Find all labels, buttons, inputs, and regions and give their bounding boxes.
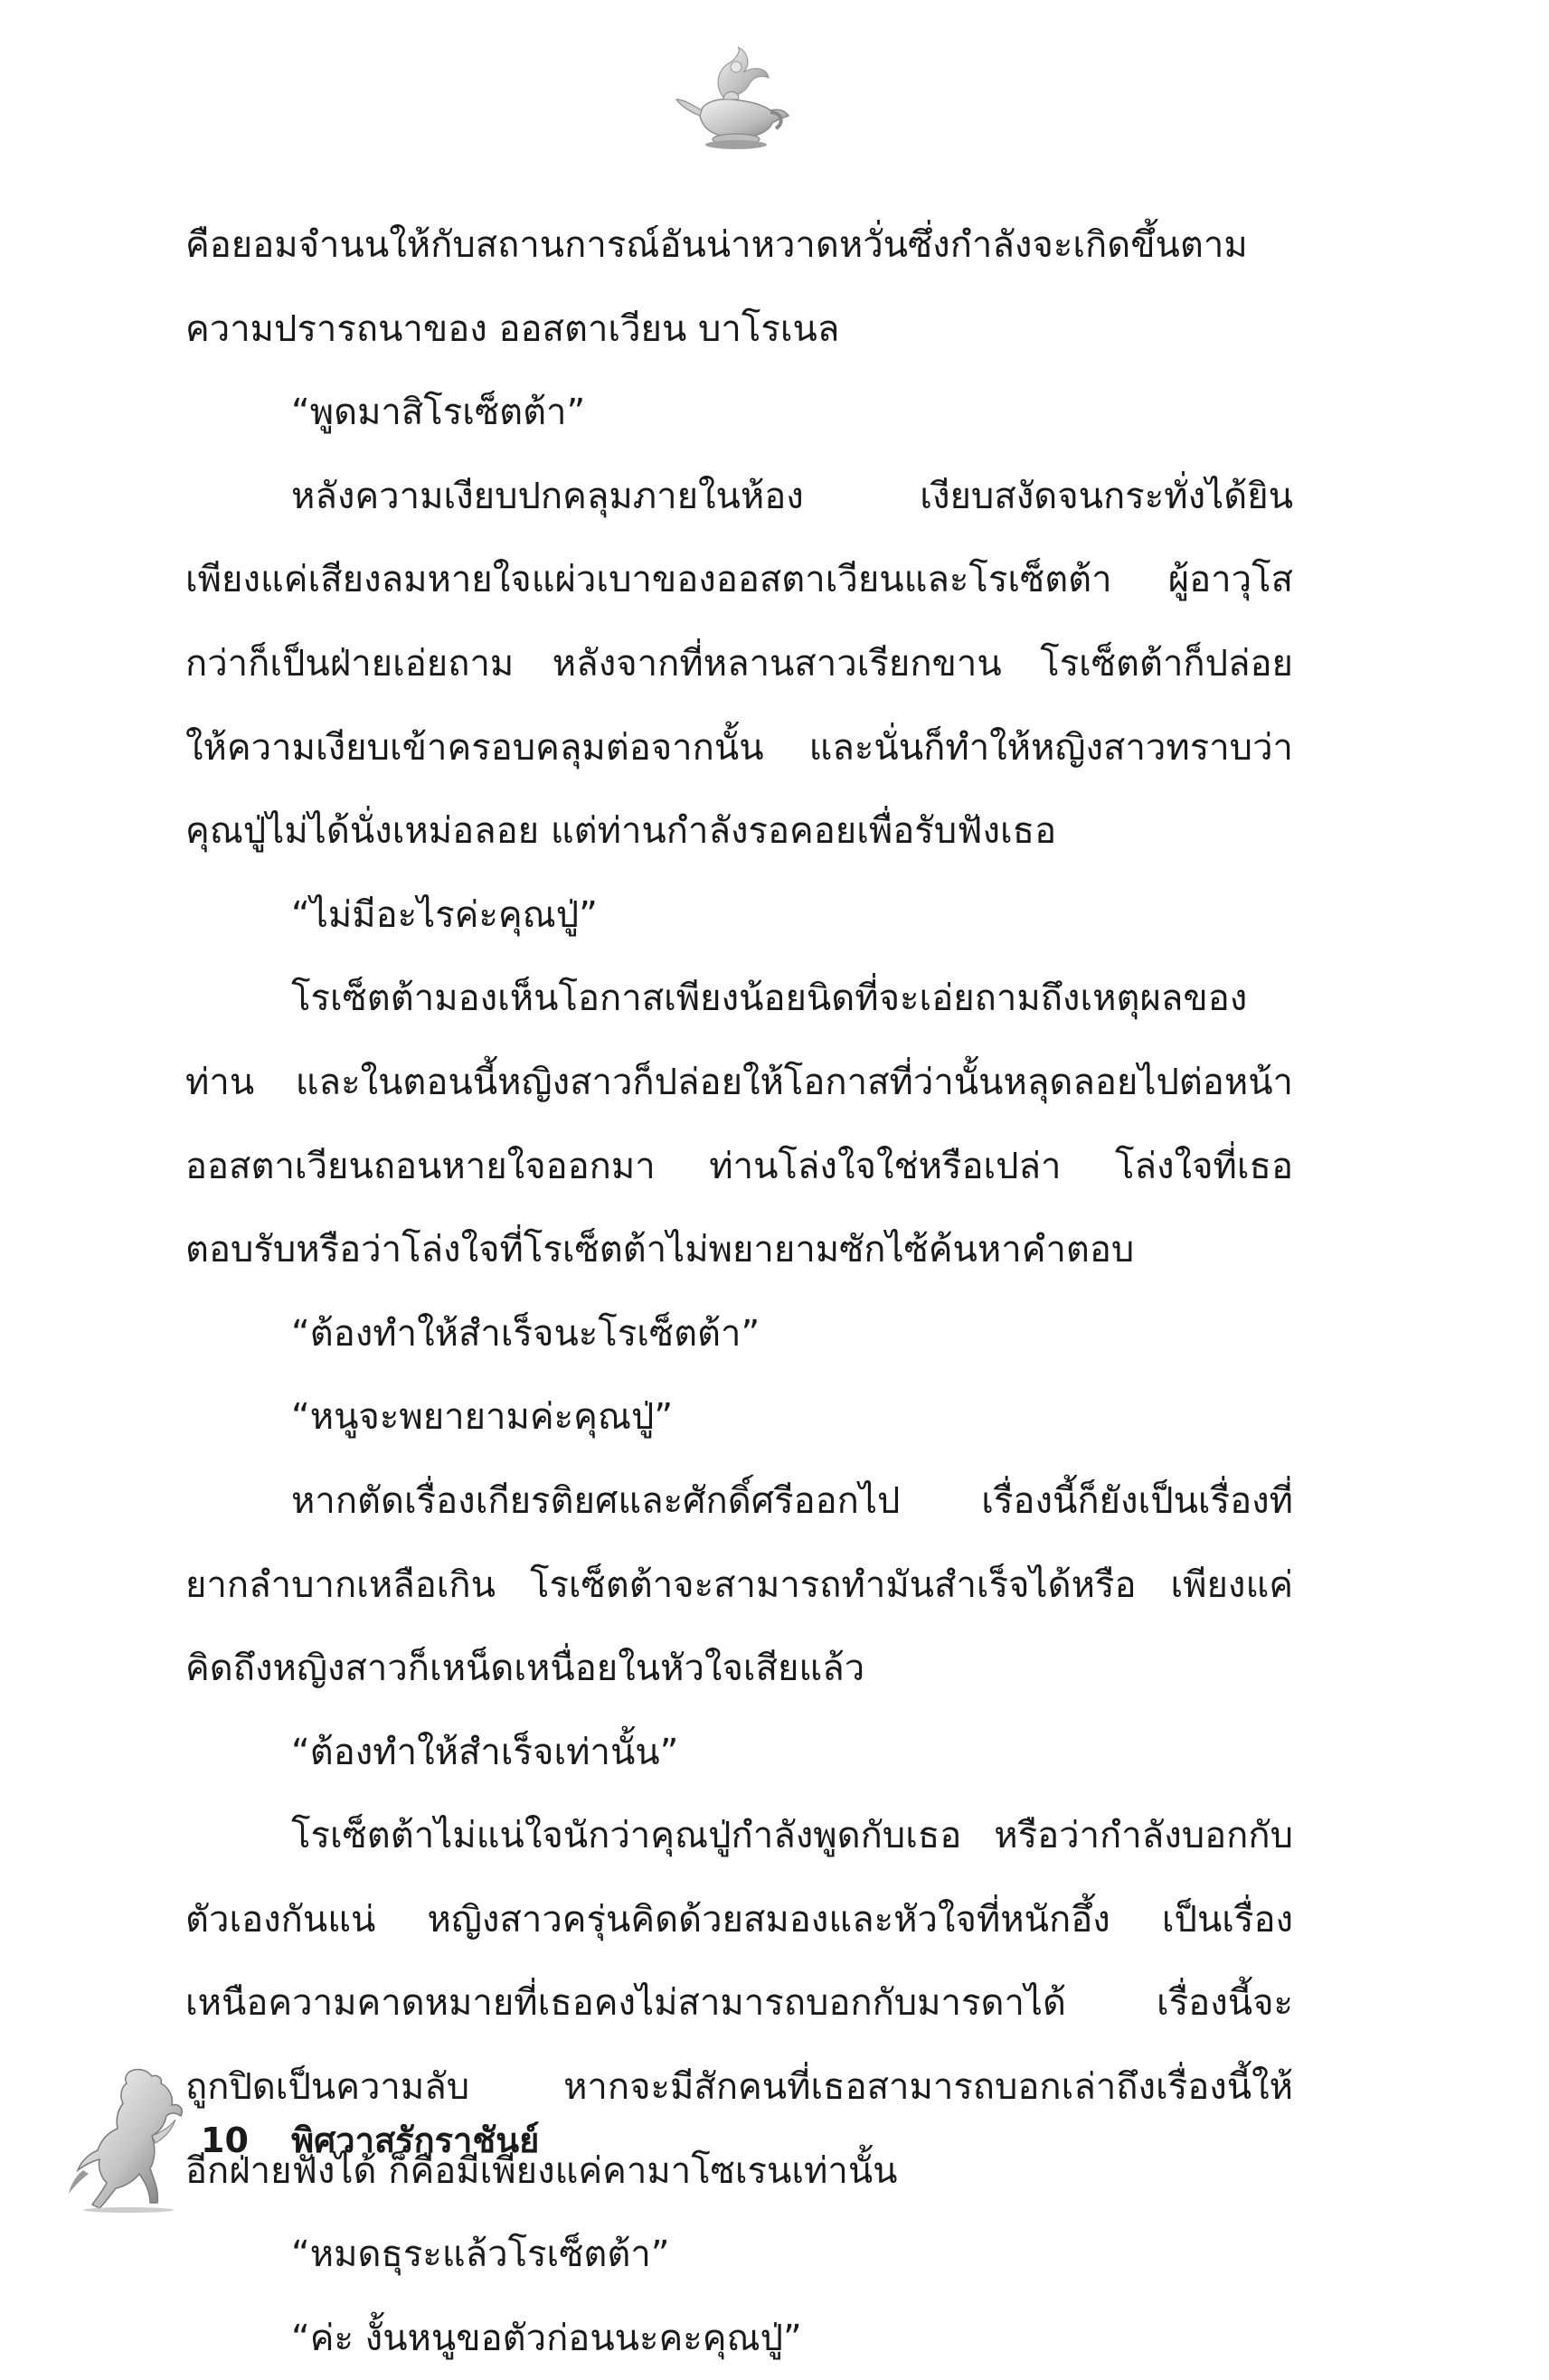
text-line: “หมดธุระแล้วโรเซ็ตต้า” — [291, 2234, 670, 2276]
book-title: พิศวาสรักราชันย์ — [291, 2120, 540, 2160]
text-line: คิดถึงหญิงสาวก็เหน็ดเหนื่อยในหัวใจเสียแล้ว — [185, 1648, 865, 1690]
text-line: ตัวเองกันแน่ หญิงสาวครุ่นคิดด้วยสมองและหัวใจที่หนักอึ้ง เป็นเรื่อง — [185, 1898, 1293, 1941]
text-line: โรเซ็ตต้าไม่แน่ใจนักว่าคุณปู่กำลังพูดกับเธอ หรือว่ากำลังบอกกับ — [291, 1815, 1293, 1857]
text-line: กว่าก็เป็นฝ่ายเอ่ยถาม หลังจากที่หลานสาวเรียกขาน โรเซ็ตต้าก็ปล่อย — [185, 642, 1293, 685]
text-line: “ไม่มีอะไรค่ะคุณปู่” — [291, 893, 598, 936]
page-footer — [201, 2112, 539, 2168]
text-line: ให้ความเงียบเข้าครอบคลุมต่อจากนั้น และนั่นก็ทำให้หญิงสาวทราบว่า — [185, 726, 1293, 769]
text-line: “ค่ะ งั้นหนูขอตัวก่อนนะคะคุณปู่” — [291, 2317, 802, 2359]
text-line: ยากลำบากเหลือเกิน โรเซ็ตต้าจะสามารถทำมันสำเร็จได้หรือ เพียงแค่ — [185, 1563, 1293, 1606]
text-line: ท่าน และในตอนนี้หญิงสาวก็ปล่อยให้โอกาสที่ว่านั้นหลุดลอยไปต่อหน้า — [185, 1061, 1293, 1103]
text-line: ตอบรับหรือว่าโล่งใจที่โรเซ็ตต้าไม่พยายามซักไซ้ค้นหาคำตอบ — [185, 1229, 1135, 1271]
text-line: หากตัดเรื่องเกียรติยศและศักดิ์ศรีออกไป เรื่องนี้ก็ยังเป็นเรื่องที่ — [291, 1479, 1293, 1522]
page-number: 10 — [201, 2120, 249, 2160]
text-line: อีกฝ่ายฟังได้ ก็คือมีเพียงแค่คามาโซเรนเท่านั้น — [185, 2149, 898, 2192]
body-text — [185, 203, 1293, 2380]
text-line: ถูกปิดเป็นความลับ หากจะมีสักคนที่เธอสามารถบอกเล่าถึงเรื่องนี้ให้ — [185, 2066, 1293, 2109]
text-line: หลังความเงียบปกคลุมภายในห้อง เงียบสงัดจนกระทั่งได้ยิน — [291, 475, 1293, 517]
text-line: เพียงแค่เสียงลมหายใจแผ่วเบาของออสตาเวียนและโรเซ็ตต้า ผู้อาวุโส — [185, 559, 1293, 601]
text-line: เหนือความคาดหมายที่เธอคงไม่สามารถบอกกับมารดาได้ เรื่องนี้จะ — [185, 1982, 1293, 2025]
text-line: คือยอมจำนนให้กับสถานการณ์อันน่าหวาดหวั่นซึ่งกำลังจะเกิดขึ้นตาม — [185, 224, 1248, 266]
text-line: คุณปู่ไม่ได้นั่งเหม่อลอย แต่ท่านกำลังรอคอยเพื่อรับฟังเธอ — [185, 810, 1057, 853]
text-line: โรเซ็ตต้ามองเห็นโอกาสเพียงน้อยนิดที่จะเอ่ยถามถึงเหตุผลของ — [291, 978, 1248, 1020]
text-line: “ต้องทำให้สำเร็จนะโรเซ็ตต้า” — [291, 1312, 760, 1355]
genie-lamp-icon — [669, 45, 796, 154]
text-line: ออสตาเวียนถอนหายใจออกมา ท่านโล่งใจใช่หรือเปล่า โล่งใจที่เธอ — [185, 1145, 1293, 1187]
rearing-horse-icon — [65, 2060, 192, 2214]
text-line: ความปรารถนาของ ออสตาเวียน บาโรเนล — [185, 307, 840, 350]
text-line: “พูดมาสิโรเซ็ตต้า” — [291, 392, 586, 434]
text-line: “ต้องทำให้สำเร็จเท่านั้น” — [291, 1731, 679, 1773]
text-line: “หนูจะพยายามค่ะคุณปู่” — [291, 1396, 674, 1439]
